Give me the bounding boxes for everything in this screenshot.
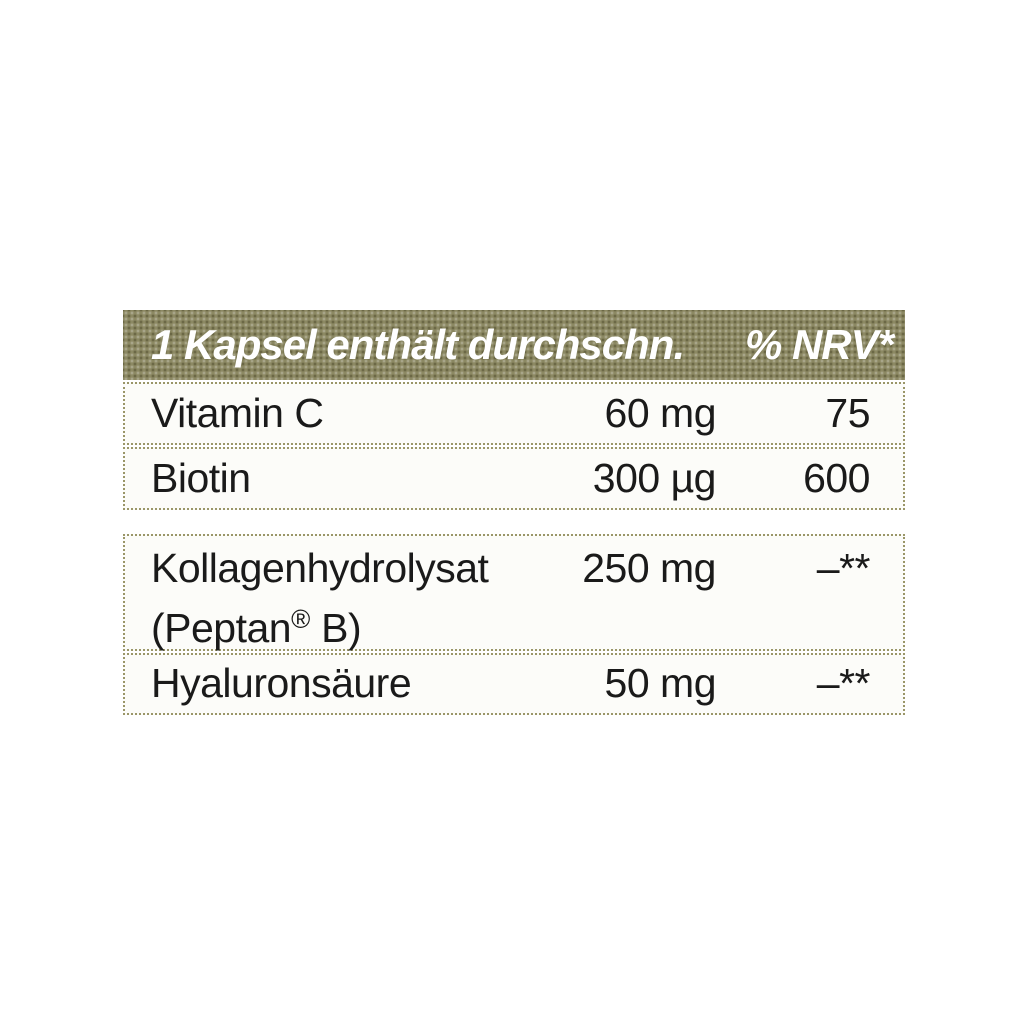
nutrition-table-header: [123, 310, 905, 380]
nutrient-name: [125, 543, 526, 654]
table-row-vitamin-c: [123, 382, 905, 445]
section-divider-gap: [123, 510, 905, 532]
nutrient-nrv: –**: [816, 545, 870, 591]
table-row-biotin: [123, 447, 905, 510]
nutrient-name-line1: Kollagenhydrolysat: [151, 545, 489, 591]
nutrient-nrv: 600: [803, 454, 870, 501]
header-title: 1 Kapsel enthält durchschn.: [151, 321, 685, 368]
table-row-kollagenhydrolysat: [123, 534, 905, 651]
nutrient-name: Biotin: [151, 454, 251, 501]
nutrient-amount: 60 mg: [604, 389, 716, 436]
nutrient-amount: 250 mg: [582, 545, 716, 591]
nutrient-amount: 300 µg: [592, 454, 716, 501]
nutrient-amount: 50 mg: [604, 660, 716, 707]
table-row-hyaluronsaeure: [123, 653, 905, 715]
nutrition-table: [123, 310, 905, 715]
header-nrv-label: % NRV*: [744, 321, 893, 368]
registered-trademark-symbol: ®: [291, 604, 311, 634]
nutrient-name: Hyaluronsäure: [151, 660, 412, 707]
nutrient-name-line2: (Peptan® B): [151, 604, 362, 651]
nutrient-name: Vitamin C: [151, 389, 324, 436]
nutrient-nrv: 75: [825, 389, 870, 436]
nutrient-nrv: –**: [816, 660, 870, 707]
